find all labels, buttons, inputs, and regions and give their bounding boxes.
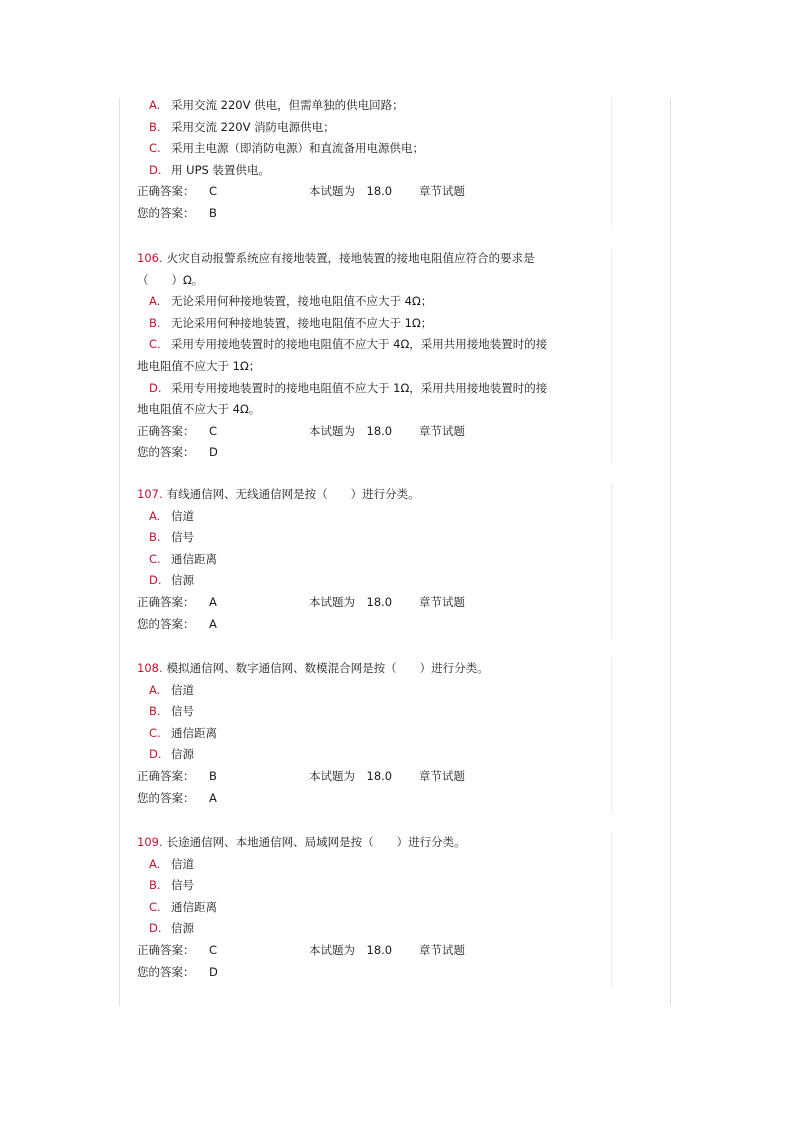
option-d: D. 信源: [149, 921, 194, 936]
option-c: C. 通信距离: [149, 899, 217, 914]
option-b: B. 信号: [149, 878, 194, 893]
option-c: C. 通信距离: [149, 725, 217, 740]
option-c: C. 通信距离: [149, 551, 217, 566]
option-b: B. 信号: [149, 530, 194, 545]
option-d: D. 用 UPS 装置供电。: [149, 162, 270, 177]
option-b: B. 采用交流 220V 消防电源供电；: [149, 119, 335, 134]
option-d: D. 信源: [149, 573, 194, 588]
right-border: [670, 98, 671, 1006]
your-answer-row: 您的答案： D: [137, 964, 218, 979]
question-106: [137, 248, 607, 464]
block-divider: [611, 658, 612, 813]
correct-answer-row: 正确答案： C 本试题为 18.0 章节试题: [137, 942, 465, 957]
option-a: A. 采用交流 220V 供电，但需单独的供电回路；: [149, 98, 404, 112]
option-d-cont: 地电阻值不应大于 4Ω。: [137, 402, 261, 417]
block-divider: [611, 250, 612, 463]
option-a: A. 信道: [149, 508, 194, 523]
option-a: A. 无论采用何种接地装置，接地电阻值不应大于 4Ω；: [149, 294, 433, 309]
correct-answer-row: 正确答案： C 本试题为 18.0 章节试题: [137, 423, 465, 438]
question-stem: 106. 火灾自动报警系统应有接地装置，接地装置的接地电阻值应符合的要求是: [137, 251, 535, 265]
question-105-tail: [137, 95, 607, 225]
your-answer-row: 您的答案： A: [137, 616, 217, 631]
question-109: [137, 832, 607, 983]
question-107: [137, 484, 607, 635]
block-divider: [611, 484, 612, 639]
option-a: A. 信道: [149, 682, 194, 697]
left-border: [119, 98, 120, 1006]
your-answer-row: 您的答案： D: [137, 445, 218, 460]
question-stem-cont: （ ）Ω。: [137, 272, 204, 287]
question-stem: 108. 模拟通信网、数字通信网、数模混合网是按（ ）进行分类。: [137, 661, 489, 675]
option-b: B. 无论采用何种接地装置，接地电阻值不应大于 1Ω；: [149, 315, 433, 330]
correct-answer-row: 正确答案： C 本试题为 18.0 章节试题: [137, 184, 465, 199]
block-divider: [611, 98, 612, 226]
correct-answer-row: 正确答案： A 本试题为 18.0 章节试题: [137, 594, 465, 609]
question-stem: 109. 长途通信网、本地通信网、局域网是按（ ）进行分类。: [137, 835, 466, 849]
block-divider: [611, 832, 612, 987]
question-stem: 107. 有线通信网、无线通信网是按（ ）进行分类。: [137, 487, 420, 501]
option-b: B. 信号: [149, 704, 194, 719]
your-answer-row: 您的答案： B: [137, 205, 217, 220]
option-c-cont: 地电阻值不应大于 1Ω；: [137, 358, 261, 373]
option-c: C. 采用主电源（即消防电源）和直流备用电源供电；: [149, 141, 424, 156]
option-a: A. 信道: [149, 856, 194, 871]
question-108: [137, 658, 607, 809]
option-c: C. 采用专用接地装置时的接地电阻值不应大于 4Ω，采用共用接地装置时的接: [149, 337, 548, 352]
your-answer-row: 您的答案： A: [137, 790, 217, 805]
option-d: D. 信源: [149, 747, 194, 762]
correct-answer-row: 正确答案： B 本试题为 18.0 章节试题: [137, 768, 465, 783]
option-d: D. 采用专用接地装置时的接地电阻值不应大于 1Ω，采用共用接地装置时的接: [149, 380, 548, 395]
